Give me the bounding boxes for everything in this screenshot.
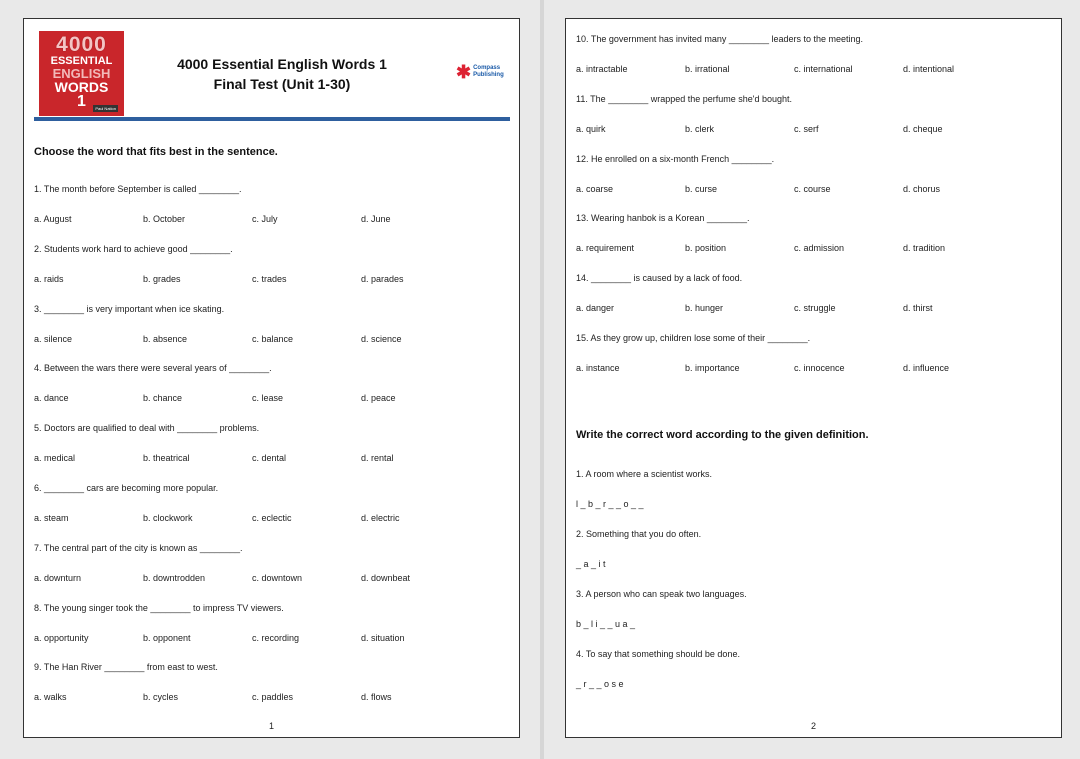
answer-option[interactable]: b. irrational <box>685 64 730 74</box>
answer-option[interactable]: b. opponent <box>143 632 191 643</box>
definition-text: 2. Something that you do often. <box>576 529 702 539</box>
answer-option[interactable]: d. peace <box>361 393 396 404</box>
cover-number: 4000 <box>56 33 107 56</box>
answer-option[interactable]: c. balance <box>252 333 294 344</box>
answer-option[interactable]: b. theatrical <box>143 453 190 464</box>
answer-option[interactable]: b. curse <box>685 183 718 194</box>
answer-option[interactable]: c. trades <box>252 273 287 284</box>
question-text: 4. Between the wars there were several years of ________. <box>34 363 272 374</box>
logo-text-2: Publishing <box>473 72 504 78</box>
answer-option[interactable]: c. international <box>794 64 853 74</box>
answer-option[interactable]: d. June <box>361 214 391 224</box>
question-text: 14. ________ is caused by a lack of food. <box>576 273 743 284</box>
answer-option[interactable]: b. cycles <box>143 692 179 703</box>
publisher-logo <box>456 63 504 81</box>
answer-option[interactable]: b. importance <box>685 363 740 373</box>
answer-option[interactable]: c. dental <box>252 453 287 464</box>
question-text: 1. The month before September is called ________. <box>34 184 242 194</box>
answer-option[interactable]: c. admission <box>794 243 845 254</box>
question-text: 11. The ________ wrapped the perfume she'd bought. <box>576 93 793 104</box>
question-text: 6. ________ cars are becoming more popular. <box>34 483 219 493</box>
question-text: 15. As they grow up, children lose some of their ________. <box>576 333 811 343</box>
section-heading-2: Write the correct word according to the given definition. <box>576 429 869 441</box>
definition-text: 3. A person who can speak two languages. <box>576 589 747 599</box>
document-page-1 <box>23 18 520 738</box>
answer-option[interactable]: a. requirement <box>576 243 635 254</box>
answer-option[interactable]: d. rental <box>361 453 394 464</box>
answer-option[interactable]: c. lease <box>252 393 284 404</box>
answer-option[interactable]: b. chance <box>143 393 183 404</box>
section-heading-1: Choose the word that fits best in the sentence. <box>34 146 278 158</box>
definition-text: 1. A room where a scientist works. <box>576 469 713 479</box>
answer-option[interactable]: a. danger <box>576 303 615 314</box>
word-hint: b _ l i _ _ u a _ <box>576 619 636 629</box>
page-number: 2 <box>810 721 816 731</box>
answer-option[interactable]: d. intentional <box>903 64 955 74</box>
question-text: 12. He enrolled on a six-month French ________. <box>576 153 775 164</box>
header-rule <box>34 117 510 121</box>
answer-option[interactable]: c. recording <box>252 632 300 643</box>
answer-option[interactable]: c. July <box>252 214 278 224</box>
answer-option[interactable]: a. silence <box>34 333 73 344</box>
document-title <box>142 54 422 94</box>
answer-option[interactable]: d. influence <box>903 363 950 373</box>
answer-option[interactable]: a. quirk <box>576 123 606 134</box>
answer-option[interactable]: d. downbeat <box>361 572 411 583</box>
question-text: 9. The Han River ________ from east to west. <box>34 662 218 673</box>
cover-word-essential: ESSENTIAL <box>50 55 113 67</box>
definition-text: 4. To say that something should be done. <box>576 649 740 659</box>
answer-option[interactable]: d. cheque <box>903 123 943 134</box>
answer-option[interactable]: c. paddles <box>252 692 294 703</box>
answer-option[interactable]: a. opportunity <box>34 632 89 643</box>
answer-option[interactable]: a. raids <box>34 273 64 284</box>
document-page-2 <box>565 18 1062 738</box>
answer-option[interactable]: d. tradition <box>903 243 946 254</box>
question-text: 13. Wearing hanbok is a Korean ________. <box>576 213 750 224</box>
question-text: 10. The government has invited many ________ leaders to the meeting. <box>576 34 864 44</box>
answer-option[interactable]: c. eclectic <box>252 513 292 523</box>
answer-option[interactable]: a. downturn <box>34 572 82 583</box>
answer-option[interactable]: a. August <box>34 214 72 224</box>
answer-option[interactable]: a. walks <box>34 692 67 703</box>
answer-option[interactable]: c. serf <box>794 123 819 134</box>
cover-volume: 1 <box>77 93 86 110</box>
answer-option[interactable]: d. flows <box>361 692 392 703</box>
answer-option[interactable]: a. intractable <box>576 64 628 74</box>
answer-option[interactable]: d. situation <box>361 632 405 643</box>
answer-option[interactable]: d. parades <box>361 273 404 284</box>
question-text: 2. Students work hard to achieve good ________. <box>34 243 233 254</box>
answer-option[interactable]: d. electric <box>361 513 400 523</box>
answer-option[interactable]: d. thirst <box>903 303 933 314</box>
cover-author: Paul Nation <box>95 106 116 111</box>
page-number: 1 <box>268 721 274 731</box>
answer-option[interactable]: a. instance <box>576 363 620 373</box>
answer-option[interactable]: b. hunger <box>685 303 724 314</box>
answer-option[interactable]: c. innocence <box>794 363 845 373</box>
page-gutter <box>540 0 544 759</box>
answer-option[interactable]: b. clerk <box>685 123 715 134</box>
answer-option[interactable]: c. struggle <box>794 303 836 314</box>
question-text: 8. The young singer took the ________ to impress TV viewers. <box>34 602 284 613</box>
logo-text-1: Compass <box>473 65 501 71</box>
question-text: 5. Doctors are qualified to deal with ________ problems. <box>34 423 260 434</box>
word-hint: _ r _ _ o s e <box>576 679 624 689</box>
star-icon: ✱ <box>456 62 472 82</box>
answer-option[interactable]: a. coarse <box>576 183 614 194</box>
title-line-1: 4000 Essential English Words 1 <box>177 56 387 72</box>
answer-option[interactable]: b. grades <box>143 273 181 284</box>
title-line-2: Final Test (Unit 1-30) <box>213 76 351 92</box>
answer-option[interactable]: a. steam <box>34 513 69 523</box>
answer-option[interactable]: b. position <box>685 243 727 254</box>
word-hint: l _ b _ r _ _ o _ _ <box>576 499 644 509</box>
word-hint: _ a _ i t <box>576 559 606 569</box>
answer-option[interactable]: d. science <box>361 333 402 344</box>
cover-word-words: WORDS <box>54 79 109 95</box>
answer-option[interactable]: b. absence <box>143 333 188 344</box>
answer-option[interactable]: c. downtown <box>252 572 303 583</box>
answer-option[interactable]: b. October <box>143 214 186 224</box>
answer-option[interactable]: b. clockwork <box>143 513 193 523</box>
question-text: 3. ________ is very important when ice skating. <box>34 303 225 314</box>
answer-option[interactable]: b. downtrodden <box>143 572 206 583</box>
answer-option[interactable]: a. medical <box>34 453 76 464</box>
answer-option[interactable]: d. chorus <box>903 183 941 194</box>
answer-option[interactable]: c. course <box>794 183 831 194</box>
book-cover-image <box>39 31 124 116</box>
cover-word-english: ENGLISH <box>52 66 111 81</box>
question-text: 7. The central part of the city is known as ________. <box>34 542 243 553</box>
answer-option[interactable]: a. dance <box>34 393 69 404</box>
